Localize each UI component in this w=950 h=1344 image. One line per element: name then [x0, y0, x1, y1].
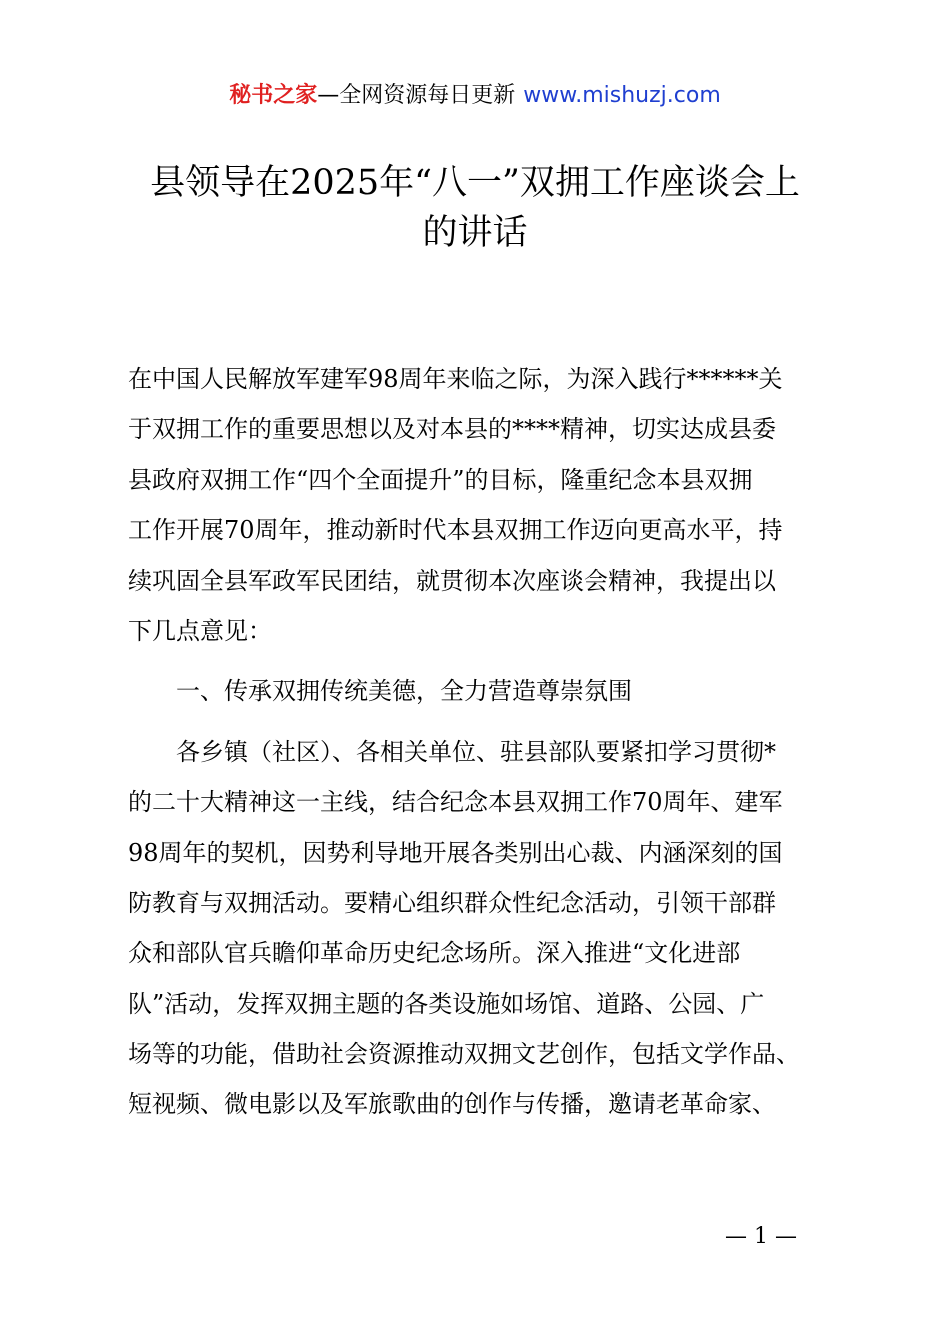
title-line-1: 县领导在2025年“八一”双拥工作座谈会上: [150, 163, 800, 203]
document-body: [128, 354, 848, 1130]
section-1-line: 短视频、微电影以及军旅歌曲的创作与传播，邀请老革命家、: [128, 1090, 776, 1119]
section-1-line: 防教育与双拥活动。要精心组织群众性纪念活动，引领干部群: [128, 888, 776, 917]
section-1-heading: 一、传承双拥传统美德，全力营造尊崇氛围: [176, 677, 632, 706]
section-1-line: 98周年的契机，因势利导地开展各类别出心裁、内涵深刻的国: [128, 838, 783, 867]
site-header: [0, 80, 950, 112]
intro-line: 下几点意见：: [128, 616, 272, 645]
section-1-line: 各乡镇（社区）、各相关单位、驻县部队要紧扣学习贯彻*: [176, 737, 776, 766]
section-1-line: 众和部队官兵瞻仰革命历史纪念场所。深入推进“文化进部: [128, 939, 741, 968]
section-1-paragraph: [128, 727, 848, 1130]
section-1-line: 的二十大精神这一主线，结合纪念本县双拥工作70周年、建军: [128, 788, 783, 817]
intro-line: 在中国人民解放军建军98周年来临之际，为深入践行******关: [128, 365, 783, 393]
site-url-link[interactable]: www.mishuzj.com: [523, 83, 721, 108]
intro-paragraph: [128, 354, 848, 656]
intro-line: 于双拥工作的重要思想以及对本县的****精神，切实达成县委: [128, 415, 776, 444]
section-1-line: 场等的功能，借助社会资源推动双拥文艺创作，包括文学作品、: [128, 1040, 800, 1069]
intro-line: 工作开展70周年，推动新时代本县双拥工作迈向更高水平，持: [128, 516, 783, 545]
header-tagline: —全网资源每日更新: [317, 83, 516, 108]
title-line-2: 的讲话: [422, 213, 528, 253]
document-title: [60, 158, 890, 258]
page-number: — 1 —: [725, 1224, 797, 1249]
brand-name: 秘书之家: [229, 83, 318, 108]
intro-line: 续巩固全县军政军民团结，就贯彻本次座谈会精神，我提出以: [128, 566, 776, 595]
section-1-line: 队”活动，发挥双拥主题的各类设施如场馆、道路、公园、广: [128, 989, 765, 1018]
intro-line: 县政府双拥工作“四个全面提升”的目标，隆重纪念本县双拥: [128, 465, 753, 494]
